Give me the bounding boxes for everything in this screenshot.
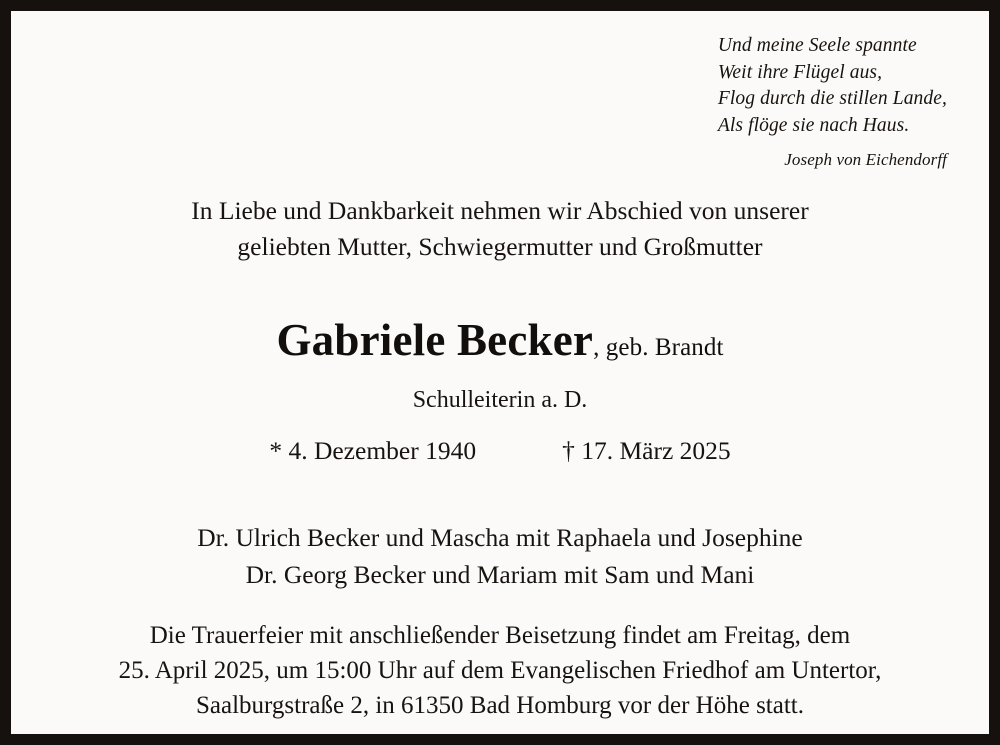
deceased-name-line <box>11 314 989 374</box>
birth-date: * 4. Dezember 1940 <box>269 436 477 465</box>
deceased-given-name: Gabriele Becker <box>276 315 594 365</box>
deceased-maiden-name: , geb. Brandt <box>593 334 724 361</box>
poem-author: Joseph von Eichendorff <box>784 150 947 169</box>
deceased-role: Schulleiterin a. D. <box>412 387 588 413</box>
funeral-line-3: Saalburgstraße 2, in 61350 Bad Homburg vor der Höhe statt. <box>195 692 804 719</box>
poem-line-4: Als flöge sie nach Haus. <box>717 114 910 136</box>
funeral-details <box>11 618 989 723</box>
funeral-line-1: Die Trauerfeier mit anschließender Beisetzung findet am Freitag, dem <box>149 622 851 649</box>
family-block <box>11 519 989 593</box>
life-dates <box>11 435 989 467</box>
intro-line-2: geliebten Mutter, Schwiegermutter und Großmutter <box>237 232 763 261</box>
death-date: † 17. März 2025 <box>562 436 731 465</box>
intro-block <box>11 193 989 265</box>
poem-block <box>718 33 947 174</box>
deceased-block <box>11 314 989 415</box>
poem-line-3: Flog durch die stillen Lande, <box>717 88 947 109</box>
intro-line-1: In Liebe und Dankbarkeit nehmen wir Abschied von unserer <box>191 196 809 225</box>
notice-content <box>11 11 989 734</box>
poem-line-2: Weit ihre Flügel aus, <box>717 61 883 83</box>
funeral-line-2: 25. April 2025, um 15:00 Uhr auf dem Evangelischen Friedhof am Untertor, <box>118 657 882 684</box>
family-line-2: Dr. Georg Becker und Mariam mit Sam und Mani <box>245 560 755 589</box>
family-line-1: Dr. Ulrich Becker und Mascha mit Raphaela und Josephine <box>197 523 803 552</box>
poem-line-1: Und meine Seele spannte <box>717 35 917 56</box>
